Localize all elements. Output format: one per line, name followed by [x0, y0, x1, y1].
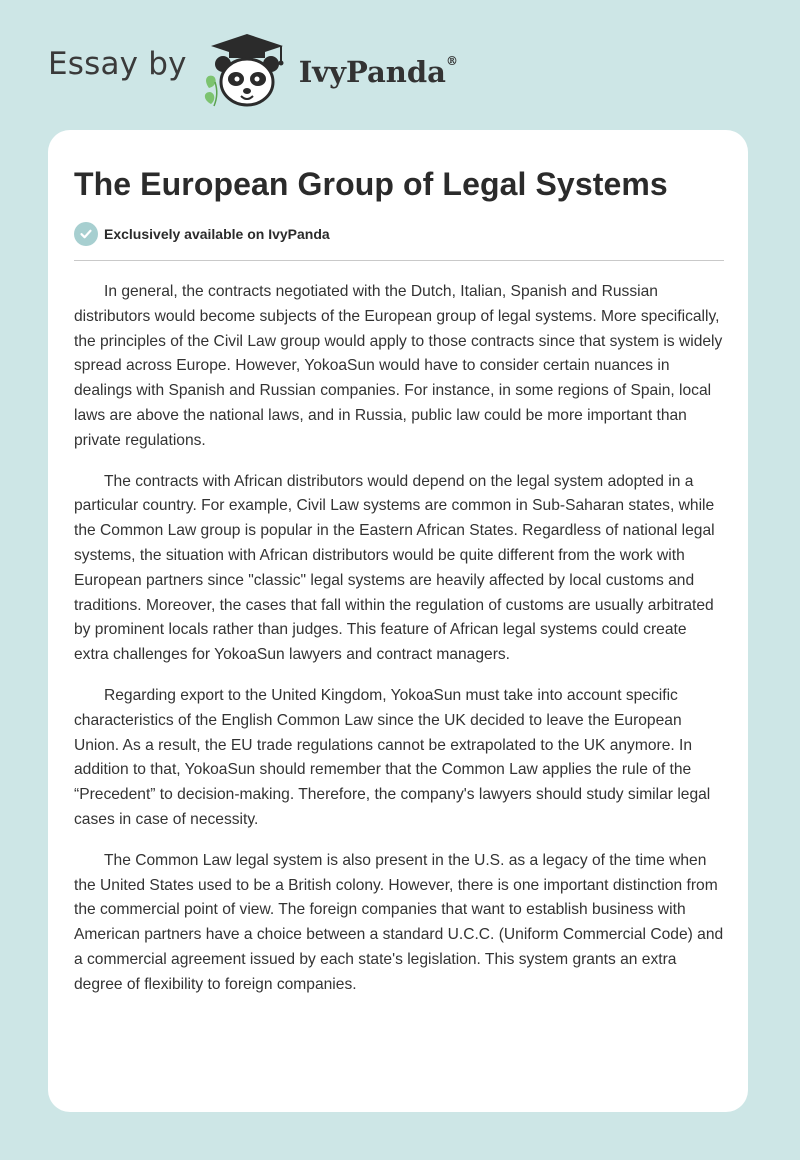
- title-divider: [74, 260, 724, 261]
- site-header: [48, 30, 458, 110]
- essay-body: [74, 280, 724, 1014]
- registered-mark: ®: [445, 54, 458, 69]
- brand-prefix: Essay by: [48, 46, 187, 82]
- ivypanda-logo-icon[interactable]: [201, 30, 293, 110]
- essay-paragraph: In general, the contracts negotiated with the Dutch, Italian, Spanish and Russian distributors would become subjects of the European group of legal systems. More specifically, the principles of the Civil Law group would apply to those contracts since that system is widely spread across Europe. However, YokoaSun would have to consider certain nuances in dealings with Spanish and Russian companies. For instance, in some regions of Spain, local laws are above the national laws, and in Russia, public law could be more important than private regulations.: [74, 283, 723, 449]
- essay-card: [48, 130, 748, 1112]
- brand-name-text: IvyPanda: [298, 55, 446, 89]
- page-title: The European Group of Legal Systems: [74, 166, 668, 202]
- check-circle-icon: [74, 222, 98, 246]
- exclusive-badge-label: Exclusively available on IvyPanda: [104, 226, 330, 242]
- brand-name[interactable]: [299, 55, 458, 89]
- exclusive-badge: [74, 222, 330, 246]
- essay-paragraph: Regarding export to the United Kingdom, YokoaSun must take into account specific characteristics of the English Common Law since the UK decided to leave the European Union. As a result, the EU trade regulations cannot be extrapolated to the UK anymore. In addition to that, YokoaSun should remember that the Common Law applies the rule of the “Precedent” to decision-making. Therefore, the company's lawyers should study similar legal cases in case of necessity.: [74, 686, 711, 828]
- checkmark-icon: [79, 227, 93, 241]
- essay-paragraph: The Common Law legal system is also present in the U.S. as a legacy of the time when the United States used to be a British colony. However, there is one important distinction from the commercial point of view. The foreign companies that want to establish business with American partners have a choice between a standard U.C.C. (Uniform Commercial Code) and a commercial agreement issued by each state's legislation. This system grants an extra degree of flexibility to foreign companies.: [74, 851, 724, 993]
- essay-paragraph: The contracts with African distributors would depend on the legal system adopted in a particular country. For example, Civil Law systems are common in Sub-Saharan states, while the Common Law group is popular in the Eastern African States. Regardless of national legal systems, the situation with African distributors would be quite different from the work with European partners since "classic" legal systems are heavily affected by local customs and traditions. Moreover, the cases that fall within the regulation of customs are usually arbitrated by prominent locals rather than judges. This feature of African legal systems could create extra challenges for YokoaSun lawyers and contract managers.: [74, 472, 715, 664]
